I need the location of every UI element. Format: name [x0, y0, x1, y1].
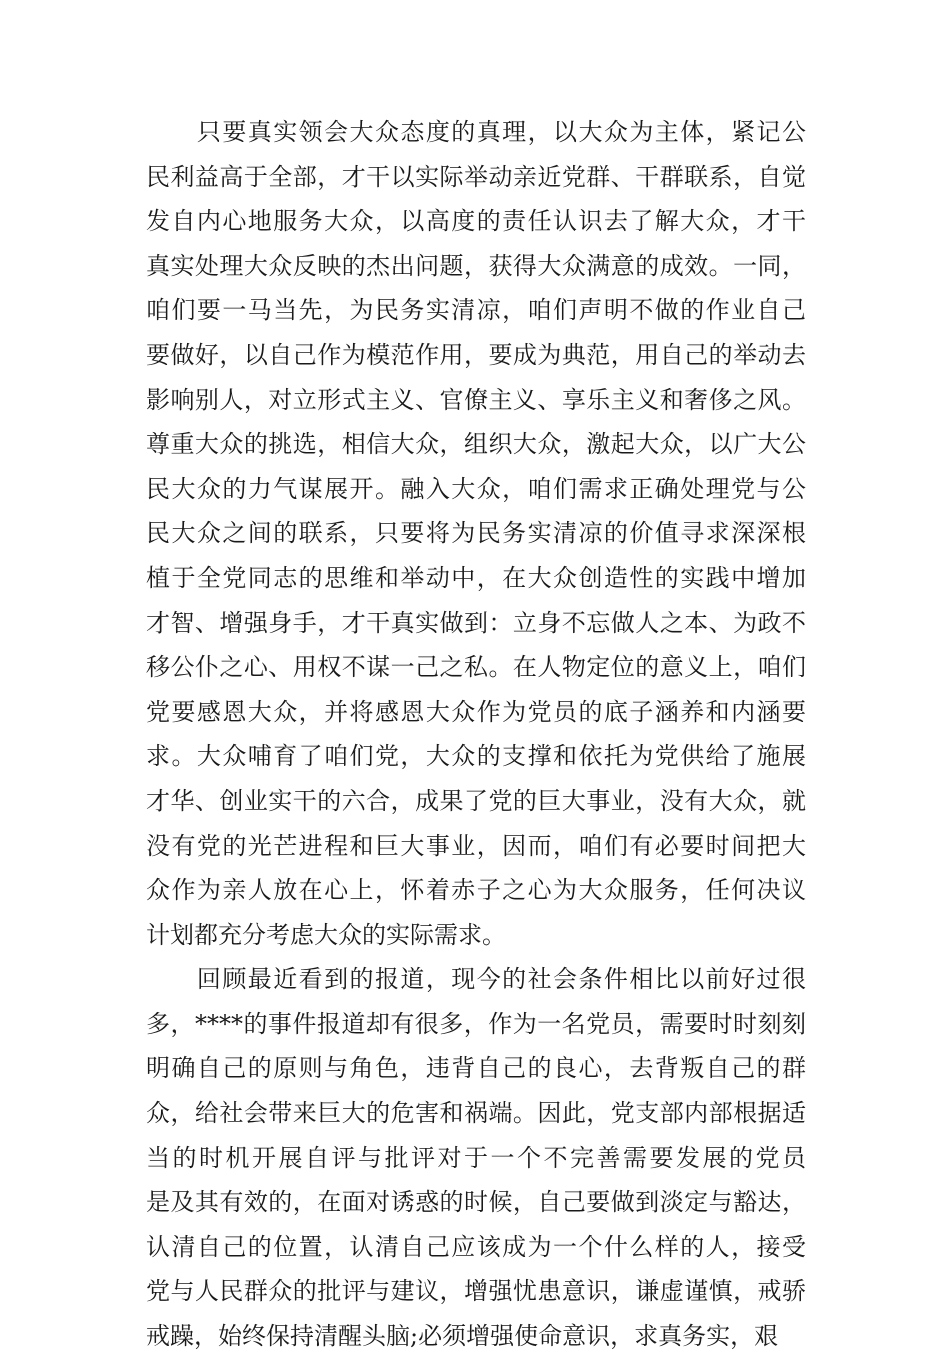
paragraph-1-line: 尊重大众的挑选，相信大众，组织大众，激起大众，以广大公	[146, 430, 806, 459]
paragraph-1-line: 党要感恩大众，并将感恩大众作为党员的底子涵养和内涵要	[146, 697, 806, 726]
paragraph-2-line: 认清自己的位置，认清自己应该成为一个什么样的人，接受	[146, 1232, 806, 1261]
paragraph-2-line: 是及其有效的，在面对诱惑的时候，自己要做到淡定与豁达，	[146, 1188, 806, 1217]
paragraph-1-line: 才智、增强身手，才干真实做到：立身不忘做人之本、为政不	[146, 608, 806, 637]
paragraph-1-line: 求。大众哺育了咱们党，大众的支撑和依托为党供给了施展	[146, 742, 806, 771]
paragraph-2-line: 明确自己的原则与角色，违背自己的良心，去背叛自己的群	[146, 1054, 806, 1083]
paragraph-1-line: 众作为亲人放在心上，怀着赤子之心为大众服务，任何决议	[146, 876, 806, 905]
paragraph-1-line: 植于全党同志的思维和举动中，在大众创造性的实践中增加	[146, 563, 806, 592]
paragraph-2-line: 多，****的事件报道却有很多，作为一名党员，需要时时刻刻	[146, 1009, 806, 1038]
paragraph-1-line: 民利益高于全部，才干以实际举动亲近党群、干群联系，自觉	[146, 162, 806, 191]
paragraph-1-line: 只要真实领会大众态度的真理，以大众为主体，紧记公	[146, 118, 806, 146]
paragraph-1-line: 计划都充分考虑大众的实际需求。	[146, 920, 506, 949]
paragraph-2-line: 戒躁，始终保持清醒头脑;必须增强使命意识，求真务实，艰	[146, 1322, 779, 1351]
paragraph-1-line: 移公仆之心、用权不谋一己之私。在人物定位的意义上，咱们	[146, 653, 806, 682]
paragraph-1-line: 要做好，以自己作为模范作用，要成为典范，用自己的举动去	[146, 340, 806, 369]
paragraph-1-line: 才华、创业实干的六合，成果了党的巨大事业，没有大众，就	[146, 786, 806, 815]
paragraph-2-line: 党与人民群众的批评与建议，增强忧患意识，谦虚谨慎，戒骄	[146, 1277, 806, 1306]
document-body	[146, 110, 806, 1359]
paragraph-1-line: 民大众的力气谋展开。融入大众，咱们需求正确处理党与公	[146, 474, 806, 503]
paragraph-1-line: 没有党的光芒进程和巨大事业，因而，咱们有必要时间把大	[146, 831, 806, 860]
paragraph-1-line: 影响别人，对立形式主义、官僚主义、享乐主义和奢侈之风。	[146, 385, 806, 414]
paragraph-2-line: 众，给社会带来巨大的危害和祸端。因此，党支部内部根据适	[146, 1099, 806, 1128]
paragraph-1-line: 发自内心地服务大众，以高度的责任认识去了解大众，才干	[146, 207, 806, 236]
paragraph-2-line: 回顾最近看到的报道，现今的社会条件相比以前好过很	[146, 965, 806, 994]
paragraph-2-line: 当的时机开展自评与批评对于一个不完善需要发展的党员	[146, 1143, 806, 1172]
paragraph-1-line: 真实处理大众反映的杰出问题，获得大众满意的成效。一同，	[146, 251, 806, 280]
paragraph-1-line: 咱们要一马当先，为民务实清凉，咱们声明不做的作业自己	[146, 296, 806, 325]
paragraph-1-line: 民大众之间的联系，只要将为民务实清凉的价值寻求深深根	[146, 519, 806, 548]
